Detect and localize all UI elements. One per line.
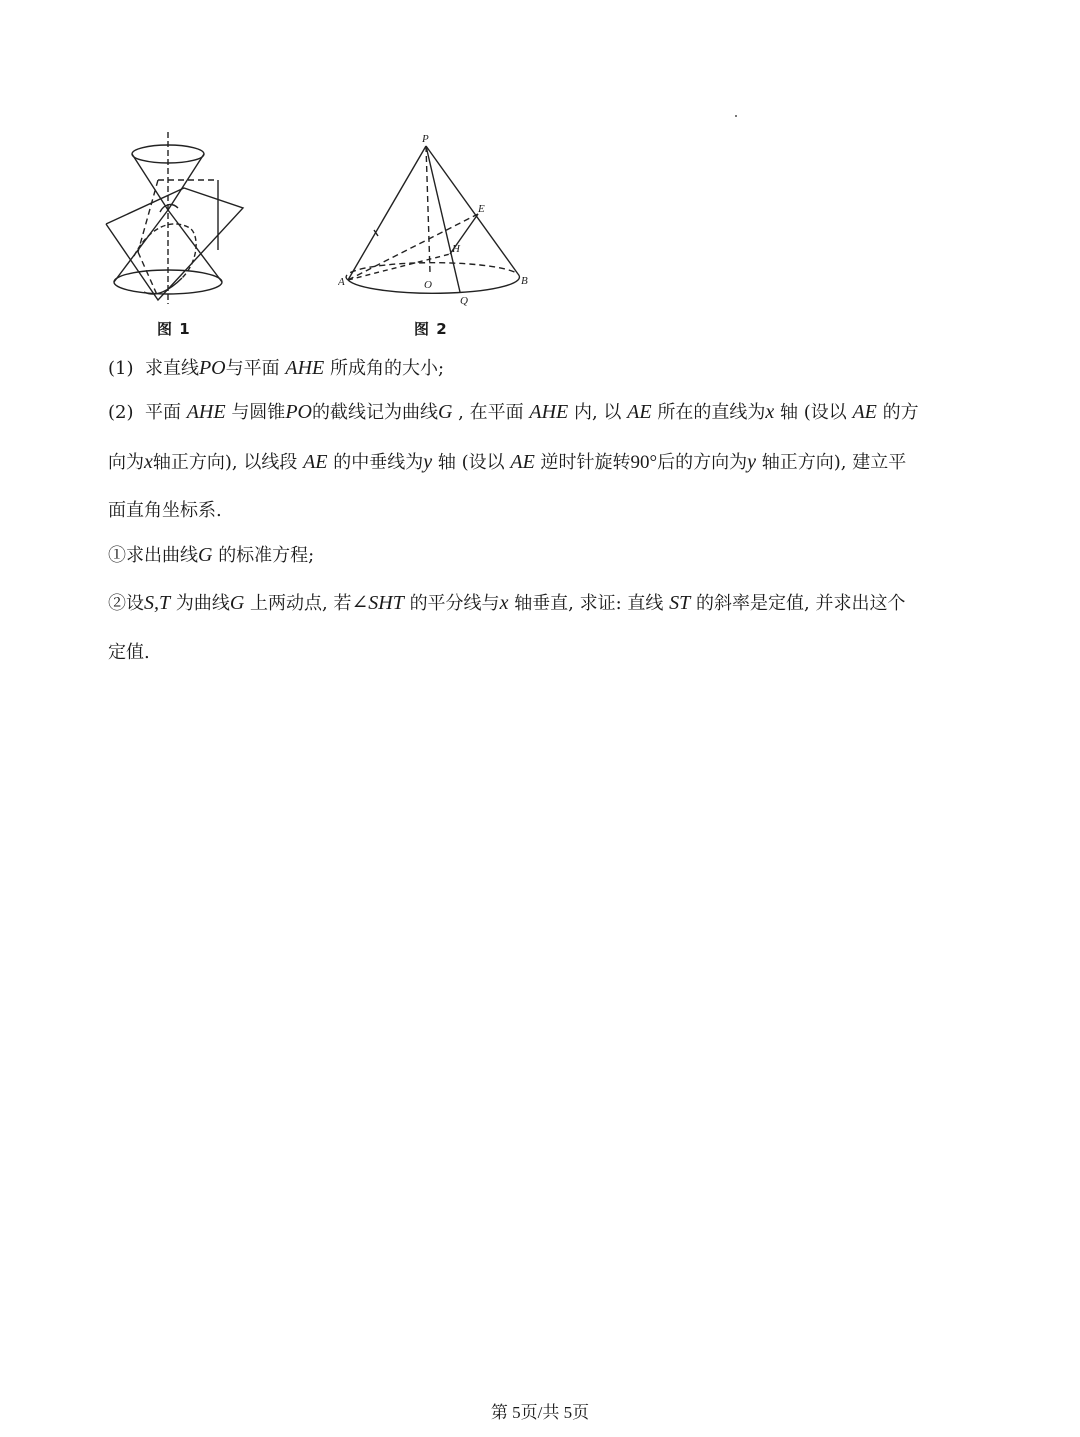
figure-1-double-cone [98, 132, 248, 304]
q2-a3: 的截线记为曲线 [311, 402, 438, 423]
q2-a4: , 在平面 [458, 402, 524, 423]
label-P: P [422, 133, 429, 145]
q2-b7: 轴正方向), 建立平 [761, 452, 907, 473]
question-2-line-2 [108, 450, 906, 475]
q2-a5: 内, 以 [573, 402, 622, 423]
question-2-line-3 [108, 499, 222, 523]
label-E: E [478, 203, 485, 215]
q2-var-ahe: AHE [186, 401, 226, 423]
label-B: B [521, 275, 528, 287]
q2-var-po: PO [285, 401, 312, 423]
q2-var-x: x [765, 401, 775, 423]
q1-var-ahe: AHE [285, 357, 325, 379]
q1-number: (1) [108, 358, 134, 379]
q2-var-ae: AE [627, 401, 652, 423]
sub2-text-5: 轴垂直, 求证: 直线 [514, 593, 664, 614]
sub2-var-st-2: ST [669, 592, 691, 614]
sub1-text-2: 的标准方程; [218, 545, 315, 566]
figure-1-drawing [98, 132, 248, 304]
q2-a6: 所在的直线为 [657, 402, 766, 423]
figure-2-drawing [338, 132, 538, 312]
sub1-text-1: 求出曲线 [126, 545, 198, 566]
q1-var-po: PO [198, 357, 226, 379]
question-1 [108, 356, 444, 381]
figure-2-cone [338, 132, 538, 312]
q1-text-1: 求直线 [144, 358, 199, 379]
q2-var-y: y [423, 451, 433, 473]
sub2-text-3: 上两动点, 若 [250, 593, 352, 614]
sub2-var-g: G [229, 592, 245, 614]
q2-var-ae-2: AE [852, 401, 877, 423]
q2-a8: 的方 [882, 402, 919, 423]
q2-a1: 平面 [144, 402, 181, 423]
sub2-var-angle-sht: ∠SHT [351, 592, 404, 614]
figure-2-caption: 图 2 [414, 320, 448, 338]
label-Q: Q [460, 295, 468, 307]
q2-b5: 逆时针旋转 [540, 452, 631, 473]
sub1-mark: ① [108, 545, 126, 566]
sub2-c1: 定值. [108, 642, 150, 663]
q2-var-ae-4: AE [510, 451, 535, 473]
q2-var-x-2: x [144, 451, 153, 473]
q2-b3: 的中垂线为 [333, 452, 424, 473]
sub2-mark: ② [108, 593, 126, 614]
q2-angle-90: 90° [630, 452, 658, 473]
page-footer: 第 5页/共 5页 [490, 1403, 590, 1422]
q2-b4: 轴 (设以 [437, 452, 505, 473]
q2-var-y-2: y [747, 451, 757, 473]
sub-question-2-line-1 [108, 591, 905, 616]
sub-question-1 [108, 543, 314, 568]
q2-a7: 轴 (设以 [779, 402, 847, 423]
q2-var-ae-3: AE [303, 451, 328, 473]
q2-number: (2) [108, 402, 134, 423]
q2-var-g: G [437, 401, 453, 423]
q2-b2: 轴正方向), 以线段 [152, 452, 298, 473]
sub2-var-st: S,T [144, 592, 171, 614]
sub2-text-2: 为曲线 [175, 593, 230, 614]
sub2-text-1: 设 [126, 593, 144, 614]
label-O: O [424, 279, 432, 291]
sub2-var-x: x [499, 592, 509, 614]
label-H: H [452, 243, 460, 255]
q2-var-ahe-2: AHE [529, 401, 569, 423]
q1-text-3: 所成角的大小; [329, 358, 445, 379]
sub-question-2-line-2 [108, 641, 150, 665]
sub1-var-g: G [198, 544, 213, 566]
sub2-text-4: 的平分线与 [409, 593, 500, 614]
figure-2-point-labels [338, 133, 528, 307]
q2-b1: 向为 [108, 452, 144, 473]
q1-text-2: 与平面 [225, 358, 280, 379]
q2-c1: 面直角坐标系. [108, 500, 222, 521]
label-A: A [338, 276, 345, 288]
q2-b6: 后的方向为 [657, 452, 748, 473]
sub2-text-6: 的斜率是定值, 并求出这个 [696, 593, 906, 614]
q2-a2: 与圆锥 [231, 402, 286, 423]
figure-1-caption: 图 1 [157, 320, 191, 338]
question-2-line-1 [108, 400, 919, 425]
stray-dot [735, 115, 737, 117]
